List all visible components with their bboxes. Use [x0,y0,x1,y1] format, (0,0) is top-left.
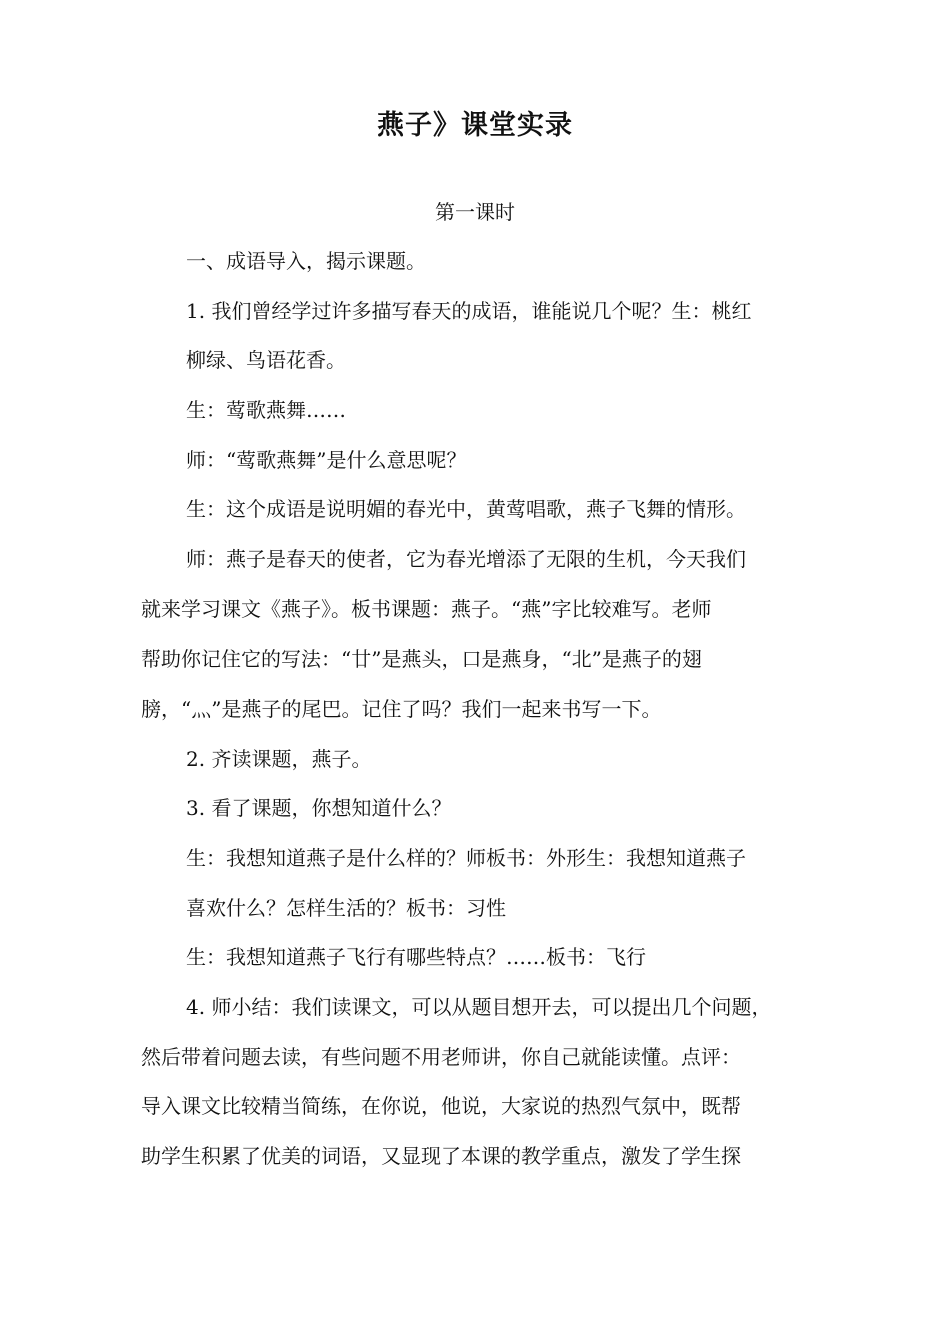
paragraph-line: 2. 齐读课题，燕子。 [186,747,372,771]
page-title: 燕子》课堂实录 [377,110,573,141]
paragraph-line: 就来学习课文《燕子》。板书课题：燕子。“燕”字比较难写。老师 [141,597,712,621]
paragraph-line: 生：我想知道燕子飞行有哪些特点？……板书：飞行 [186,945,646,969]
section-heading: 第一课时 [435,200,515,224]
paragraph-line: 一、成语导入，揭示课题。 [186,249,426,273]
paragraph-line: 生：莺歌燕舞…… [186,398,346,422]
paragraph-line: 3. 看了课题，你想知道什么？ [186,796,452,820]
paragraph-line: 师：燕子是春天的使者，它为春光增添了无限的生机，今天我们 [186,547,746,571]
paragraph-line: 导入课文比较精当简练，在你说，他说，大家说的热烈气氛中，既帮 [141,1094,741,1118]
paragraph-line: 1. 我们曾经学过许多描写春天的成语，谁能说几个呢？生：桃红 [186,299,752,323]
paragraph-line: 然后带着问题去读，有些问题不用老师讲，你自己就能读懂。点评： [141,1045,741,1069]
paragraph-line: 喜欢什么？怎样生活的？板书：习性 [186,896,506,920]
paragraph-line: 生：我想知道燕子是什么样的？师板书：外形生：我想知道燕子 [186,846,746,870]
paragraph-line: 助学生积累了优美的词语，又显现了本课的教学重点，激发了学生探 [141,1144,741,1168]
paragraph-line: 柳绿、鸟语花香。 [186,348,346,372]
paragraph-line: 生：这个成语是说明媚的春光中，黄莺唱歌，燕子飞舞的情形。 [186,497,746,521]
paragraph-line: 帮助你记住它的写法：“廿”是燕头，口是燕身，“北”是燕子的翅 [141,647,702,671]
paragraph-line: 4. 师小结：我们读课文，可以从题目想开去，可以提出几个问题， [186,995,772,1019]
paragraph-line: 膀，“灬”是燕子的尾巴。记住了吗？我们一起来书写一下。 [141,697,662,721]
paragraph-line: 师：“莺歌燕舞”是什么意思呢？ [186,448,467,472]
